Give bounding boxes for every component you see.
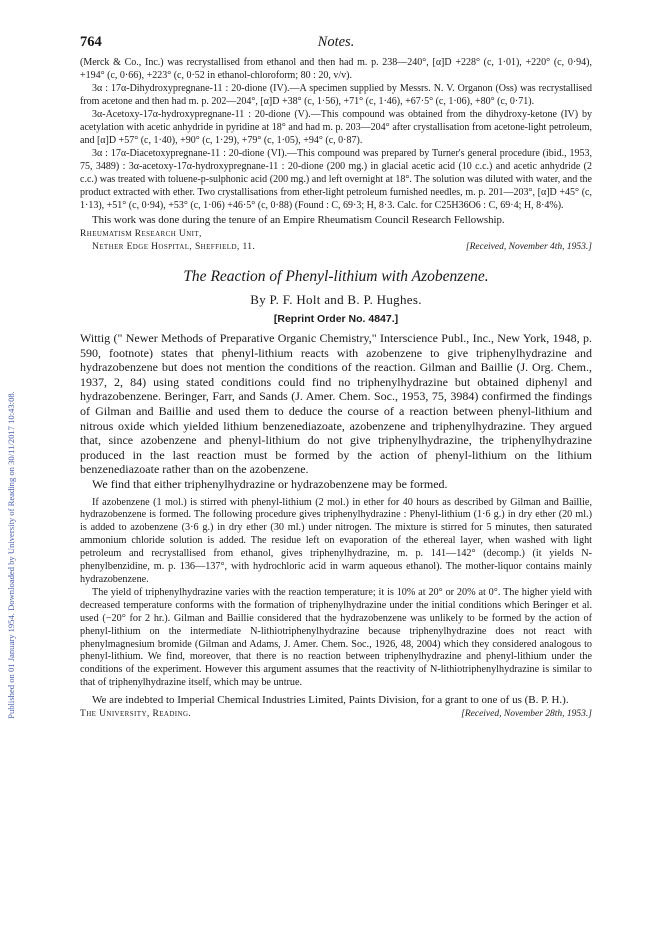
download-notice-text: Published on 01 January 1954. Downloaded by University of Reading on 30/11/2017 10:43:08. — [6, 391, 16, 719]
paragraph: 3α : 17α-Dihydroxypregnane-11 : 20-dione (IV).—A specimen supplied by Messrs. N. V. Organon (Oss) was recrystallised from acetone and then had m. p. 202—204°, [α]D +38° (c, 1·56), +71° (c, 1·46), +67·5° (c, 1·06), +80° (c, 0·71). — [80, 83, 592, 107]
paragraph: Wittig (" Newer Methods of Preparative Organic Chemistry," Interscience Publ., Inc., New York, 1948, p. 590, footnote) states that phenyl-lithium reacts with azobenzene to give triphenylhydrazine and hydrazobenzene but does not mention the conditions of the reaction. Gilman and Baillie (J. Org. Chem., 1937, 2, 84) using stated conditions could find no triphenylhydrazine but obtained diphenyl and hydrazobenzene. Beringer, Farr, and Sands (J. Amer. Chem. Soc., 1953, 75, 3984) confirmed the findings of Gilman and Baillie and used them to deduce the course of a reaction between phenyl-lithium and nitrous oxide which yielded lithium benzenediazoate, azobenzene and triphenylhydrazine. They argued that, since azobenzene and phenyl-lithium do not give triphenylhydrazine, the triphenylhydrazine produced in the last reaction must be formed by the action of phenyl-lithium on the lithium benzenediazoate rather than on the azobenzene. — [80, 331, 592, 477]
running-head: Notes. — [317, 34, 355, 50]
paragraph: The yield of triphenylhydrazine varies with the reaction temperature; it is 10% at 20° or 20% at 0°. The higher yield with decreased temperature conforms with the formation of triphenylhydrazine under the initial conditions which Beringer et al. used (−20° for 2 hr.). Gilman and Baillie considered that the hydrazobenzene was unlikely to be formed by the action of phenyl-lithium on the intermediate N-lithiotriphenylhydrazine because triphenylhydrazine does not react with phenylmagnesium bromide (Gilman and Adams, J. Amer. Chem. Soc., 1926, 48, 2004) which they considered analogous to phenyl-lithium. We find, moreover, that there is no reaction between triphenylhydrazine and phenyl-lithium under the conditions of the experiment. However this argument assumes that the reactivity of N-lithiotriphenylhydrazine is similar to that of triphenylhydrazine itself, which may be untrue. — [80, 586, 592, 689]
received-date: [Received, November 28th, 1953.] — [461, 709, 592, 720]
page-header — [80, 34, 592, 56]
article-experimental — [80, 497, 592, 691]
download-notice-sidebar — [0, 0, 22, 936]
paragraph: 3α : 17α-Diacetoxypregnane-11 : 20-dione (VI).—This compound was prepared by Turner's general procedure (ibid., 1953, 75, 3489) : 3α-acetoxy-17α-hydroxypregnane-11 : 20-dione (200 mg.) in glacial acetic acid (10 c.c.) and acetic anhydride (2 c.c.) was treated with toluene-p-sulphonic acid (200 mg.) and left overnight at 18°. The solution was diluted with water, and the product extracted with ether. Two crystallisations from ether-light petroleum furnished needles, m. p. 201—203°, [α]D +45° (c, 1·13), +51° (c, 0·94), +53° (c, 1·06) +46·5° (c, 0·88) (Found : C, 69·3; H, 8·3. Calc. for C25H36O6 : C, 69·4; H, 8·4%). — [80, 148, 592, 211]
paragraph: (Merck & Co., Inc.) was recrystallised from ethanol and then had m. p. 238—240°, [α]D +228° (c, 1·01), +220° (c, 0·94), +194° (c, 0·66), +223° (c, 0·52 in ethanol-chloroform; 80 : 20, v/v). — [80, 57, 592, 81]
previous-article-acknowledgement: This work was done during the tenure of an Empire Rheumatism Council Research Fellowship. — [92, 214, 505, 226]
article-title: The Reaction of Phenyl-lithium with Azobenzene. — [183, 268, 489, 285]
address-line: The University, Reading. — [80, 709, 192, 720]
received-date: [Received, November 4th, 1953.] — [465, 242, 592, 252]
paragraph: We find that either triphenylhydrazine or hydrazobenzene may be formed. — [92, 476, 448, 491]
reprint-order: [Reprint Order No. 4847.] — [273, 313, 399, 325]
article-authors: By P. F. Holt and B. P. Hughes. — [250, 292, 422, 307]
page-number: 764 — [80, 34, 102, 50]
paragraph: 3α-Acetoxy-17α-hydroxypregnane-11 : 20-dione (V).—This compound was obtained from the dihydroxy-ketone (IV) by acetylation with acetic anhydride in pyridine at 18° and had m. p. 203—204° after crystallisation from acetone-light petroleum, and [α]D +57° (c, 1·40), +90° (c, 1·29), +79° (c, 1·05), +94° (c, 0·87). — [80, 109, 592, 146]
article-address — [80, 708, 592, 721]
article-acknowledgement: We are indebted to Imperial Chemical Industries Limited, Paints Division, for a grant to one of us (B. P. H.). — [92, 694, 569, 707]
address-line: Rheumatism Research Unit, — [80, 229, 202, 239]
previous-article-address — [80, 228, 592, 254]
article-introduction — [80, 331, 592, 492]
address-line: Nether Edge Hospital, Sheffield, 11. — [92, 242, 256, 252]
journal-page — [80, 34, 592, 721]
previous-article-experimental — [80, 56, 592, 212]
paragraph: If azobenzene (1 mol.) is stirred with phenyl-lithium (2 mol.) in ether for 40 hours as described by Gilman and Baillie, hydrazobenzene is formed. The following procedure gives triphenylhydrazine : Phenyl-lithium (1·6 g.) in dry ether (20 ml.) is added to azobenzene (3·6 g.) in dry ether (30 ml.) under nitrogen. The mixture is stirred for 5 minutes, then saturated ammonium chloride solution is added. The residue left on evaporation of the ethereal layer, when washed with light petroleum and recrystallised from ethanol, gives triphenylhydrazine, m. p. 141—142° (decomp.) (it yields N-phenylbenzidine, m. p. 136—137°, with hydrochloric acid in warm aqueous ethanol). The mother-liquor contains mainly hydrazobenzene. — [80, 496, 592, 585]
